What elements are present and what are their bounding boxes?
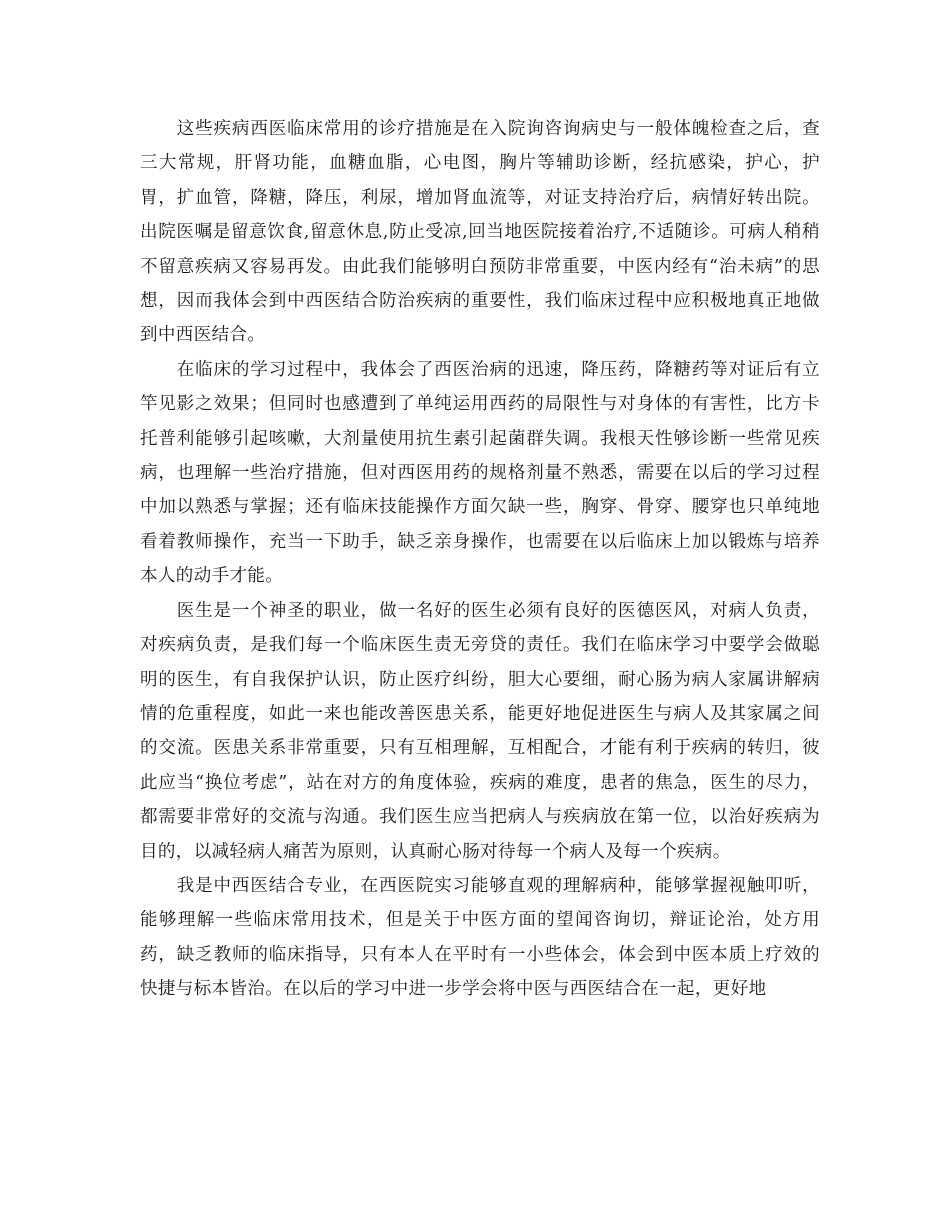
paragraph-4: 我是中西医结合专业，在西医院实习能够直观的理解病种，能够掌握视触叩听，能够理解一些临床常用技术，但是关于中医方面的望闻咨询切，辩证论治，处方用药，缺乏教师的临床指导，只有本人在平时有一小些体会，体会到中医本质上疗效的快捷与标本皆治。在以后的学习中进一步学会将中医与西医结合在一起，更好地	[140, 875, 820, 1000]
paragraph-2: 在临床的学习过程中，我体会了西医治病的迅速，降压药，降糖药等对证后有立竿见影之效果；但同时也感遭到了单纯运用西药的局限性与对身体的有害性，比方卡托普利能够引起咳嗽，大剂量使用抗生素引起菌群失调。我根天性够诊断一些常见疾病，也理解一些治疗措施，但对西医用药的规格剂量不熟悉，需要在以后的学习过程中加以熟悉与掌握；还有临床技能操作方面欠缺一些，胸穿、骨穿、腰穿也只单纯地看着教师操作，充当一下助手，缺乏亲身操作，也需要在以后临床上加以锻炼与培养本人的动手才能。	[140, 359, 820, 587]
paragraph-3: 医生是一个神圣的职业，做一名好的医生必须有良好的医德医风，对病人负责，对疾病负责，是我们每一个临床医生责无旁贷的责任。我们在临床学习中要学会做聪明的医生，有自我保护认识，防止医疗纠纷，胆大心要细，耐心肠为病人家属讲解病情的危重程度，如此一来也能改善医患关系，能更好地促进医生与病人及其家属之间的交流。医患关系非常重要，只有互相理解，互相配合，才能有利于疾病的转归，彼此应当“换位考虑”，站在对方的角度体验，疾病的难度，患者的焦急，医生的尽力，都需要非常好的交流与沟通。我们医生应当把病人与疾病放在第一位，以治好疾病为目的，以减轻病人痛苦为原则，认真耐心肠对待每一个病人及每一个疾病。	[140, 600, 820, 862]
document-body	[140, 112, 820, 1007]
paragraph-1: 这些疾病西医临床常用的诊疗措施是在入院询咨询病史与一般体魄检查之后，查三大常规，肝肾功能，血糖血脂，心电图，胸片等辅助诊断，经抗感染，护心，护胃，扩血管，降糖，降压，利尿，增加肾血流等，对证支持治疗后，病情好转出院。出院医嘱是留意饮食,留意休息,防止受凉,回当地医院接着治疗,不适随诊。可病人稍稍不留意疾病又容易再发。由此我们能够明白预防非常重要，中医内经有“治未病”的思想，因而我体会到中西医结合防治疾病的重要性，我们临床过程中应积极地真正地做到中西医结合。	[140, 119, 820, 346]
